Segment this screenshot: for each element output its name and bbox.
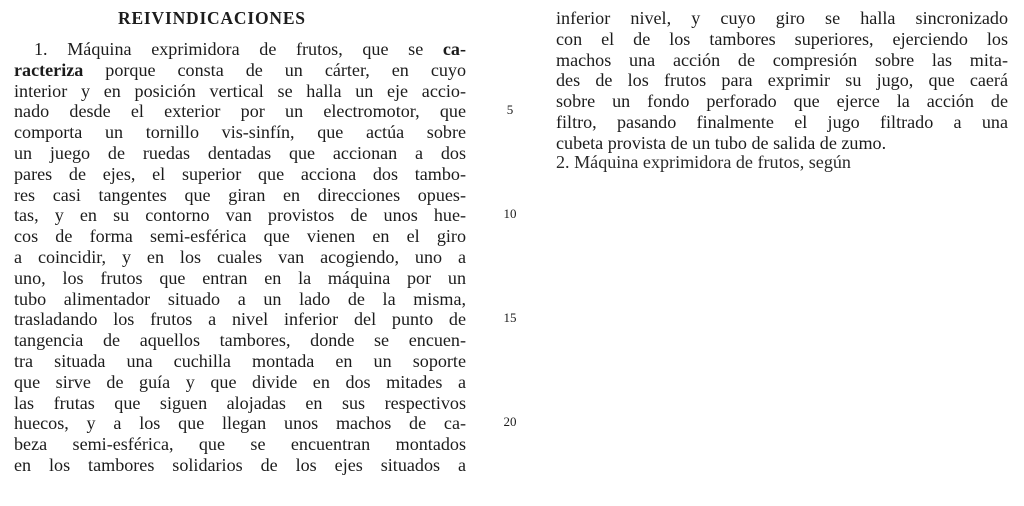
left-column — [14, 39, 466, 476]
text-line: pares de ejes, el superior que acciona dos tambo- — [14, 163, 466, 184]
text-line: a coincidir, y en los cuales van acogiendo, uno a — [14, 246, 466, 267]
text-line: cos de forma semi-esférica que vienen en el giro — [14, 226, 466, 247]
cropped-next-line — [556, 152, 1008, 172]
text-line: des de los frutos para exprimir su jugo, que caerá — [556, 70, 1008, 91]
section-heading: REIVINDICACIONES — [118, 8, 306, 28]
text-line: uno, los frutos que entran en la máquina por un — [14, 267, 466, 288]
text-line: inferior nivel, y cuyo giro se halla sincronizado — [556, 8, 1008, 28]
text-line — [14, 60, 466, 81]
line-number: 15 — [503, 310, 517, 325]
text-line: sobre un fondo perforado que ejerce la acción de — [556, 91, 1008, 112]
text-line — [14, 39, 466, 60]
text-line: machos una acción de compresión sobre las mita- — [556, 49, 1008, 70]
right-column — [556, 8, 1008, 154]
text-line: nado desde el exterior por un electromotor, que — [14, 101, 466, 122]
text-line: res casi tangentes que giran en direcciones opues- — [14, 184, 466, 205]
text-line: en los tambores solidarios de los ejes situados a — [14, 454, 466, 475]
text-line: un juego de ruedas dentadas que accionan a dos — [14, 142, 466, 163]
text-line: con el de los tambores superiores, ejerciendo los — [556, 28, 1008, 49]
text-line: comporta un tornillo vis-sinfín, que actúa sobre — [14, 122, 466, 143]
text-line: cubeta provista de un tubo de salida de zumo. — [556, 132, 887, 153]
text-line: tangencia de aquellos tambores, donde se encuen- — [14, 330, 466, 351]
bold-keyword-start: ca- — [442, 39, 466, 59]
claim-number-text: 1. Máquina exprimidora de frutos, que se — [34, 39, 443, 59]
text-line: trasladando los frutos a nivel inferior del punto de — [14, 309, 466, 330]
text-line-rest: porque consta de un cárter, en cuyo — [83, 59, 466, 80]
text-line: que sirve de guía y que divide en dos mitades a — [14, 371, 466, 392]
line-number: 10 — [503, 206, 517, 221]
text-line: tas, y en su contorno van provistos de unos hue- — [14, 205, 466, 226]
text-line: filtro, pasando finalmente el jugo filtrado a una — [556, 111, 1008, 132]
text-line: beza semi-esférica, que se encuentran montados — [14, 434, 466, 455]
cropped-line-text: 2. Máquina exprimidora de frutos, según — [556, 152, 851, 172]
text-line: tubo alimentador situado a un lado de la misma, — [14, 288, 466, 309]
text-line: huecos, y a los que llegan unos machos de ca- — [14, 413, 466, 434]
text-line: tra situada una cuchilla montada en un soporte — [14, 350, 466, 371]
text-line: las frutas que siguen alojadas en sus respectivos — [14, 392, 466, 413]
line-number: 5 — [506, 102, 514, 117]
text-line: interior y en posición vertical se halla un eje accio- — [14, 80, 466, 101]
bold-keyword-end: racteriza — [14, 59, 84, 80]
line-number: 20 — [503, 414, 517, 429]
